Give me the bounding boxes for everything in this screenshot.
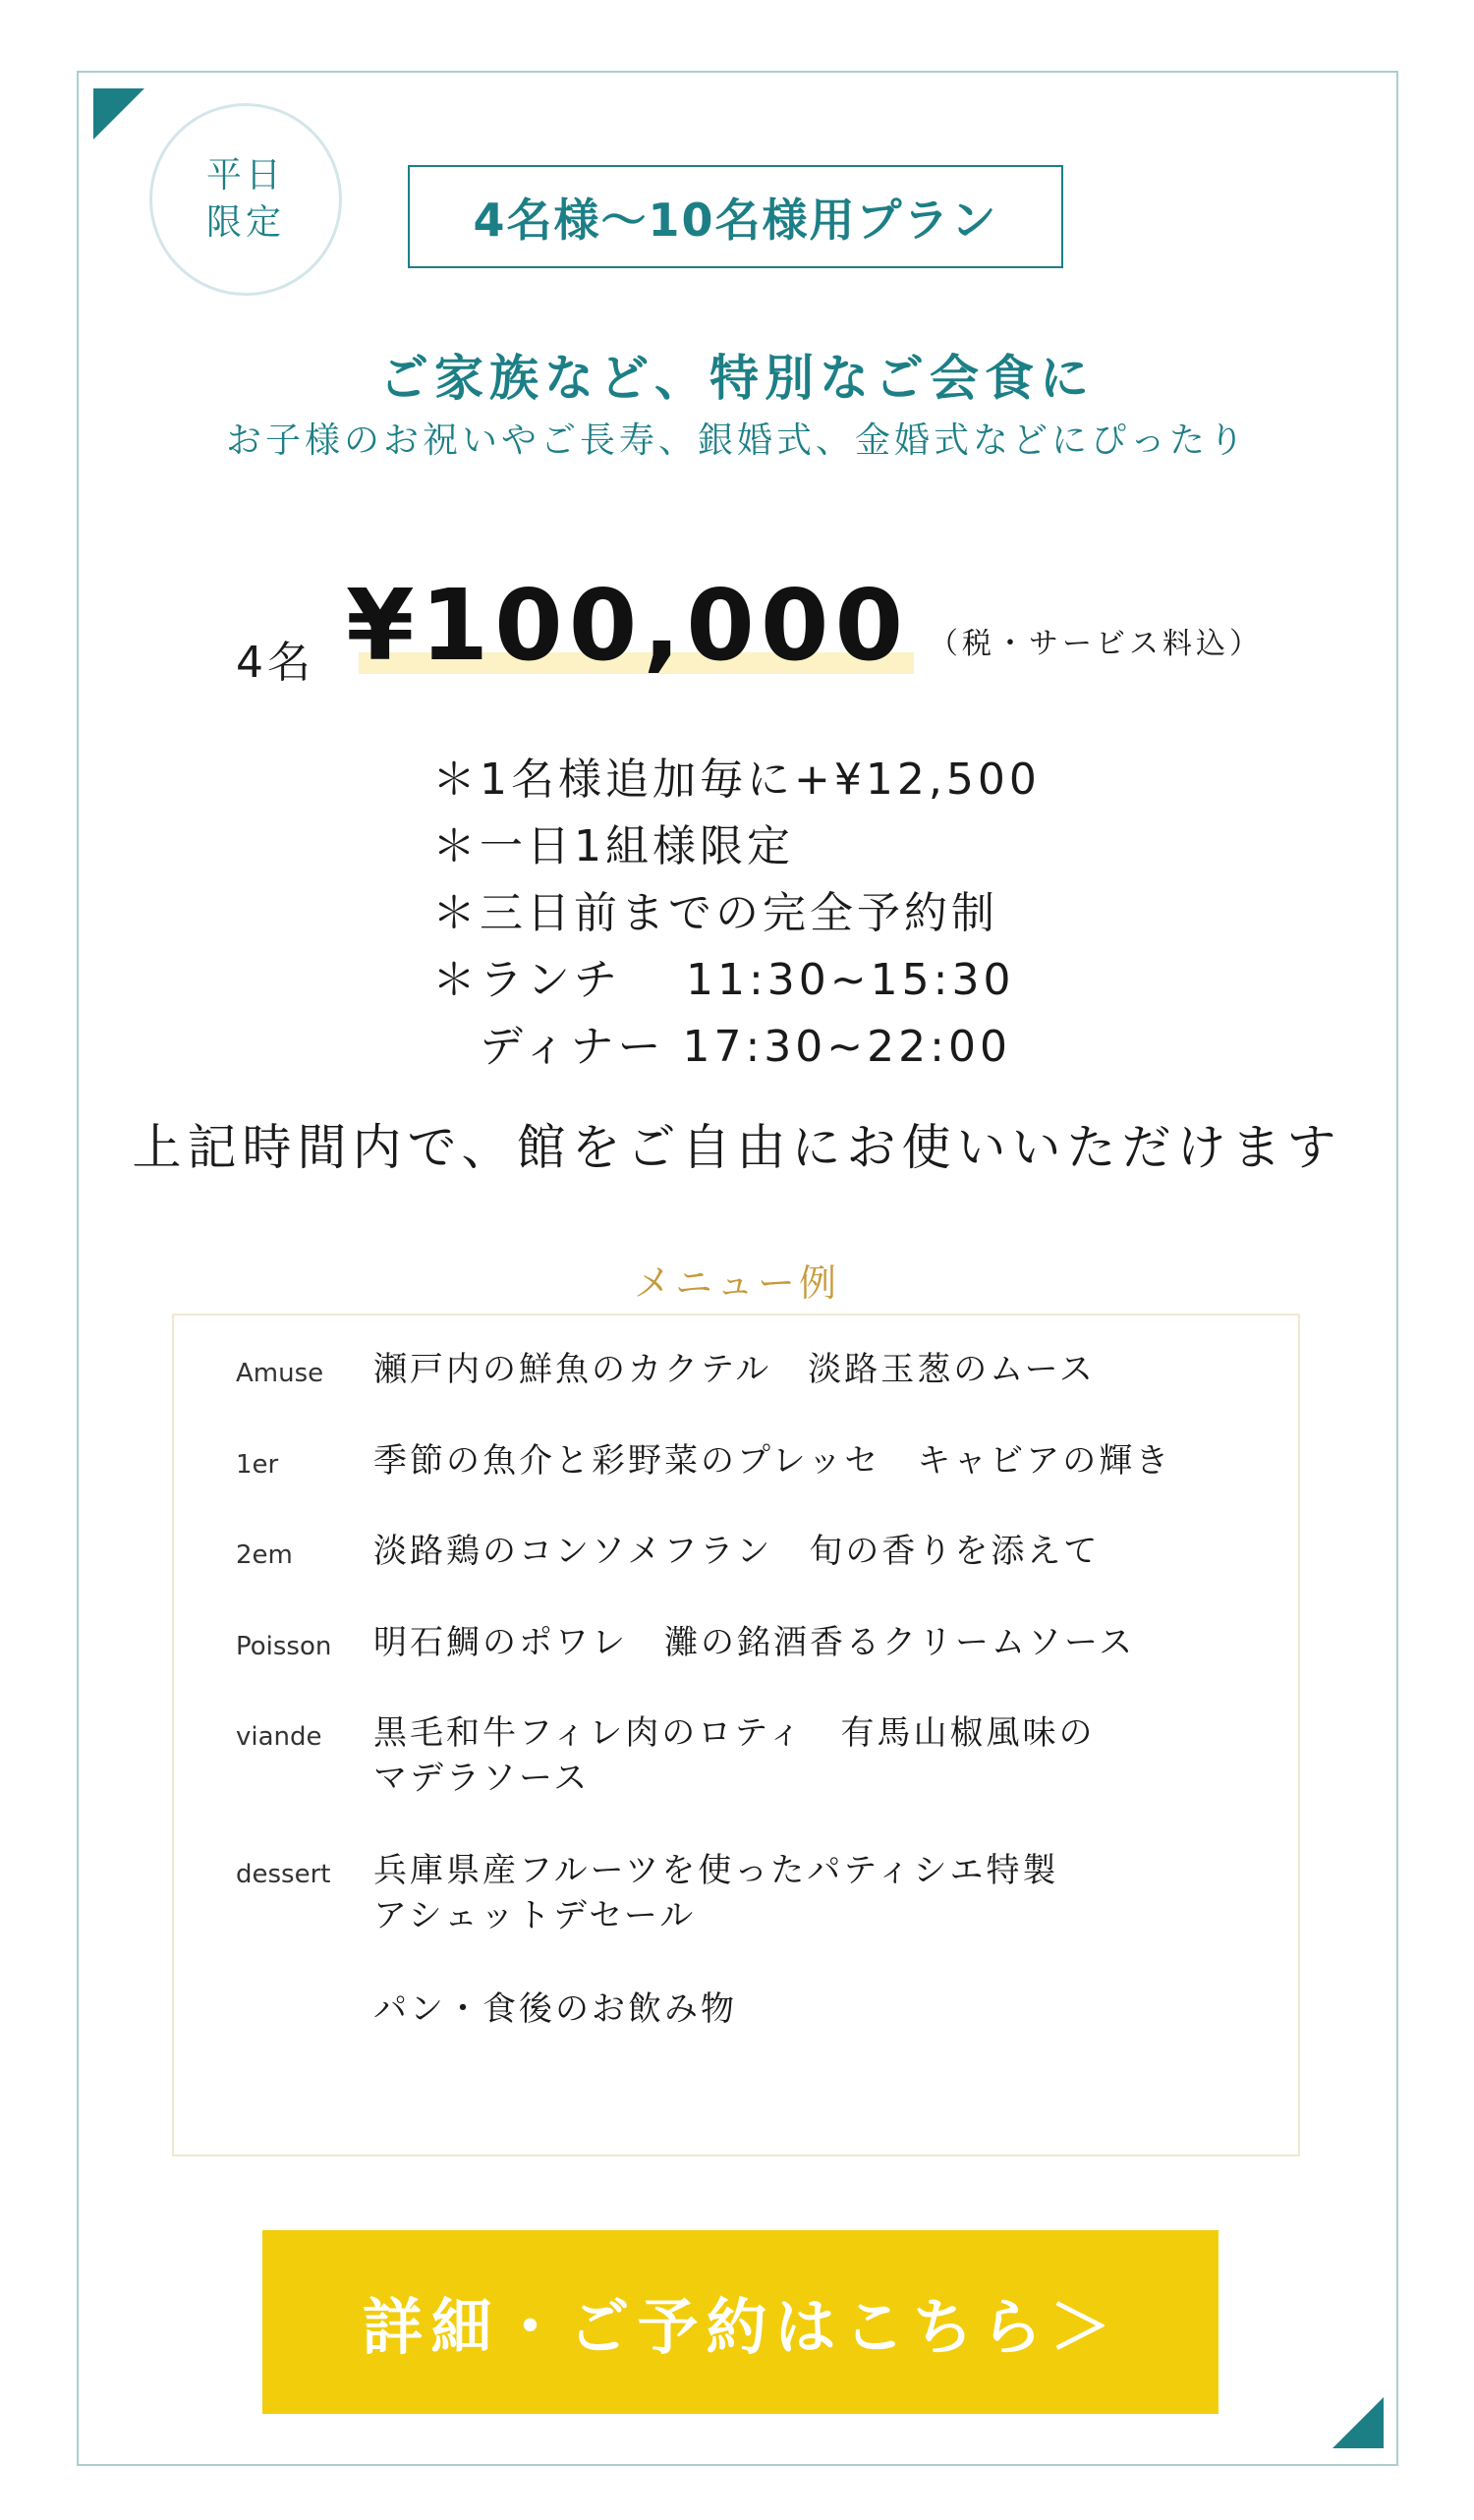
price-value: ¥100,000 (346, 568, 910, 683)
menu-dish (373, 1848, 1238, 1938)
note-one-group: ＊一日1組様限定 (432, 821, 794, 871)
menu-dish-line-2: アシェットデセール (373, 1896, 697, 1935)
menu-course: 2em (236, 1540, 293, 1570)
menu-dish-line-1: 兵庫県産フルーツを使ったパティシエ特製 (373, 1851, 1059, 1890)
usage-text: 上記時間内で、館をご自由にお使いいただけます (132, 1119, 1342, 1176)
menu-dish: 淡路鶏のコンソメフラン 旬の香りを添えて (373, 1532, 1101, 1571)
menu-dish (373, 1710, 1238, 1801)
badge-line-1: 平日 (205, 155, 285, 196)
plan-notes (432, 747, 1041, 1081)
menu-course: dessert (236, 1860, 331, 1889)
corner-triangle-top-left (93, 88, 144, 140)
menu-dish: 瀬戸内の鮮魚のカクテル 淡路玉葱のムース (373, 1350, 1096, 1389)
price-count: 4名 (236, 638, 314, 688)
details-reservation-button[interactable] (262, 2230, 1219, 2414)
plan-title-box (408, 165, 1063, 268)
badge-line-2: 限定 (205, 202, 285, 243)
headline: ご家族など、特別なご会食に (379, 350, 1095, 407)
note-lunch-hours: ＊ランチ 11:30~15:30 (432, 955, 1015, 1005)
weekday-limited-badge (149, 103, 342, 296)
note-dinner-hours: ディナー 17:30~22:00 (480, 1022, 1011, 1072)
menu-dish: 明石鯛のポワレ 灘の銘酒香るクリームソース (373, 1623, 1136, 1662)
menu-course: Poisson (236, 1632, 332, 1661)
menu-dish: 季節の魚介と彩野菜のプレッセ キャビアの輝き (373, 1441, 1172, 1481)
menu-title: メニュー例 (633, 1261, 840, 1305)
note-additional-guest: ＊1名様追加毎に+¥12,500 (432, 755, 1041, 805)
menu-course: 1er (236, 1450, 279, 1480)
corner-triangle-bottom-right (1332, 2397, 1384, 2448)
plan-title: 4名様～10名様用プラン (473, 193, 998, 247)
menu-dish-line-1: 黒毛和牛フィレ肉のロティ 有馬山椒風味の (373, 1713, 1096, 1753)
price-tax-note: （税・サービス料込） (929, 627, 1263, 661)
menu-course: Amuse (236, 1359, 324, 1388)
menu-dish: パン・食後のお飲み物 (373, 1989, 737, 2029)
menu-course: viande (236, 1722, 322, 1752)
details-reservation-label: 詳細・ご予約はこちら＞ (362, 2291, 1119, 2363)
menu-dish-line-2: マデラソース (373, 1759, 591, 1798)
note-reservation: ＊三日前までの完全予約制 (432, 888, 998, 938)
subline: お子様のお祝いやご長寿、銀婚式、金婚式などにぴったり (225, 420, 1248, 461)
